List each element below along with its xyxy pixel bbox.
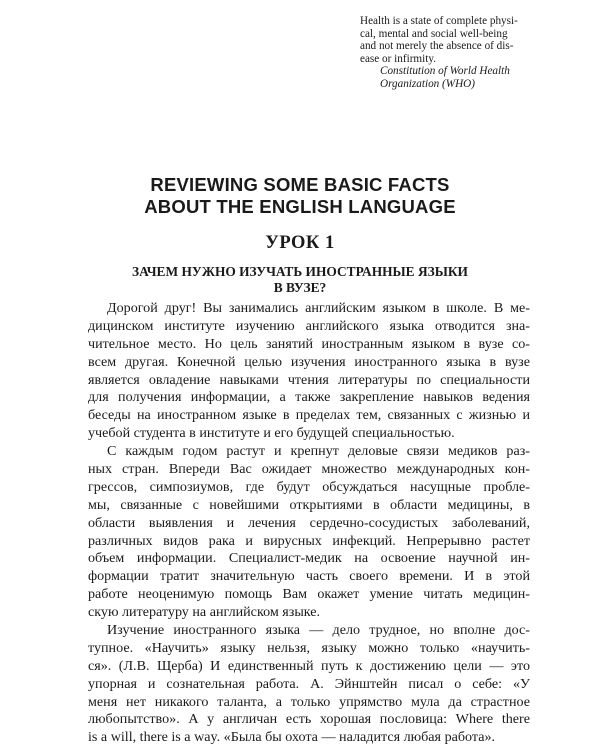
chapter-title-line: REVIEWING SOME BASIC FACTS <box>150 174 450 195</box>
paragraph-line: объем информации. Специалист-медик на освоение научной ин- <box>88 550 530 567</box>
paragraph-line: является овладение навыками чтения литературы по специальности <box>88 371 530 388</box>
chapter-title-line: ABOUT THE ENGLISH LANGUAGE <box>144 196 456 217</box>
paragraph-line: Изучение иностранного языка — дело трудное, но вполне дос- <box>107 622 530 639</box>
paragraph-line: дицинском институте изучению английского языка отводится зна- <box>88 317 530 334</box>
paragraph-line: ных стран. Впереди Вас ожидает множество международных кон- <box>88 461 530 478</box>
paragraph-line: ся». (Л.В. Щерба) И единственный путь к достижению цели — это <box>88 657 530 674</box>
lesson-title: УРОК 1 <box>265 233 335 253</box>
section-title <box>80 264 520 296</box>
epigraph-quote-line: cal, mental and social well-being <box>360 27 508 40</box>
paragraph-line: любопытство». А у англичан есть хорошая пословица: Where there <box>88 711 530 728</box>
epigraph-quote-line: Health is a state of complete physi- <box>360 15 518 27</box>
paragraph-line: области выявления и лечения сердечно-сосудистых заболеваний, <box>88 514 530 531</box>
chapter-title <box>80 174 520 218</box>
paragraph-line: мы, связанные с новейшими открытиями в области медицины, в <box>88 496 530 513</box>
epigraph-source-line: Constitution of World Health <box>380 65 510 78</box>
paragraph-line: учебой студента в институте и его будущей специальностью. <box>88 425 455 442</box>
paragraph-line: упорная и сознательная работа. А. Эйнштейн писал о себе: «У <box>88 675 530 692</box>
paragraph-line: is a will, there is a way. «Была бы охота — наладится любая работа». <box>88 729 496 746</box>
paragraph-line: Дорогой друг! Вы занимались английским языком в школе. В ме- <box>107 300 530 316</box>
paragraph <box>88 443 530 622</box>
paragraph <box>88 622 530 747</box>
paragraph-line: различных видов рака и вирусных инфекций. Непрерывно растет <box>88 532 530 549</box>
paragraph-line: грессов, симпозиумов, где будут обсуждаться насущные пробле- <box>88 478 530 495</box>
epigraph-source <box>360 65 560 90</box>
paragraph <box>88 300 530 443</box>
paragraph-line: беседы на иностранном языке в пределах тем, связанных с жизнью и <box>88 407 530 424</box>
epigraph-quote <box>360 15 560 65</box>
epigraph-quote-line: ease or infirmity. <box>360 52 437 65</box>
body-text <box>88 300 530 747</box>
paragraph-line: скую литературу на английском языке. <box>88 604 321 621</box>
paragraph-line: меня нет никакого таланта, а только упрямство мула да страстное <box>88 693 530 710</box>
epigraph-source-line: Organization (WHO) <box>380 77 475 90</box>
paragraph-line: всем другая. Конечной целью изучения иностранного языка в вузе <box>88 353 530 370</box>
paragraph-line: чительное место. Но цель занятий иностранным языком в вузе со- <box>88 335 530 352</box>
paragraph-line: тупное. «Научить» языку нельзя, языку можно только «научить- <box>88 639 530 656</box>
paragraph-line: работе неоценимую помощь Вам окажет умение читать медицин- <box>88 586 530 603</box>
paragraph-line: С каждым годом растут и крепнут деловые связи медиков раз- <box>107 443 530 460</box>
epigraph <box>360 15 560 91</box>
epigraph-quote-line: and not merely the absence of dis- <box>360 40 514 53</box>
section-title-line: ЗАЧЕМ НУЖНО ИЗУЧАТЬ ИНОСТРАННЫЕ ЯЗЫКИ <box>132 264 468 279</box>
paragraph-line: формации тратит значительную часть своего времени. И в этой <box>88 568 530 585</box>
paragraph-line: для получения информации, а также закрепление навыков ведения <box>88 389 530 406</box>
section-title-line: В ВУЗЕ? <box>273 280 327 295</box>
